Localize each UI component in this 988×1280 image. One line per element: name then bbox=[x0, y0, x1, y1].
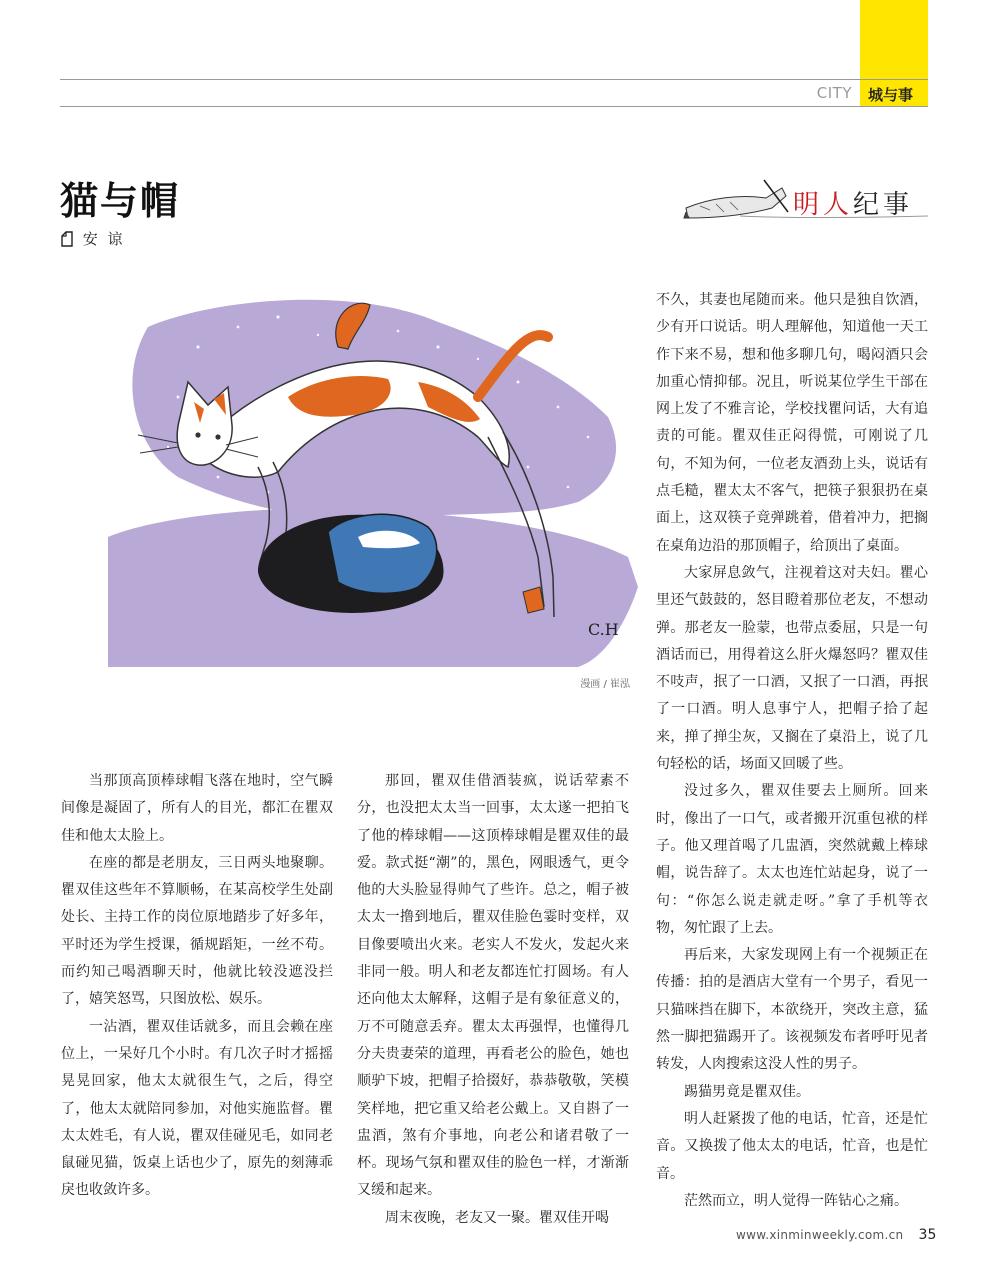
byline bbox=[60, 228, 122, 249]
paragraph: 周末夜晚，老友又一聚。瞿双佳开喝 bbox=[385, 1209, 609, 1226]
cat-and-cap-illustration bbox=[108, 287, 638, 667]
illustration-signature: C.H bbox=[588, 620, 619, 639]
page-number: 35 bbox=[918, 1227, 937, 1243]
article-column-1 bbox=[61, 768, 333, 1205]
author-name: 安 谅 bbox=[82, 230, 123, 248]
header-rule-bottom bbox=[60, 106, 928, 107]
footer-url[interactable]: www.xinminweekly.com.cn bbox=[736, 1228, 904, 1242]
paragraph: 一沾酒，瞿双佳话就多，而且会赖在座位上，一呆好几个小时。有几次子时才摇摇晃晃回家，他太太就很生气，之后，得空了，他太太就陪同参加，对他实施监督。瞿太太姓毛，有人说，瞿双佳碰见毛，如同老鼠碰见猫，饭桌上话也少了，原先的刻薄乖戾也收敛许多。 bbox=[61, 1018, 333, 1199]
header-rule-top bbox=[60, 79, 928, 80]
paragraph: 在座的都是老朋友，三日两头地聚聊。瞿双佳这些年不算顺畅，在某高校学生处副处长、主持工作的岗位原地踏步了好多年，平时还为学生授课，循规蹈矩，一丝不苟。而约知己喝酒聊天时，他就比较没遮没拦了，嬉笑怒骂，只图放松、娱乐。 bbox=[61, 854, 333, 1008]
article-title: 猫与帽 bbox=[60, 179, 181, 223]
header-city-label: CITY bbox=[816, 84, 852, 102]
column-name-red: 明人 bbox=[793, 190, 854, 220]
page-footer bbox=[736, 1224, 936, 1243]
paragraph: 那回，瞿双佳借酒装疯，说话荤素不分，也没把太太当一回事，太太遂一把拍飞了他的棒球帽——这顶棒球帽是瞿双佳的最爱。款式挺“潮”的，黑色，网眼透气，更令他的大头脸显得帅气了些许。总之，帽子被太太一撸到地后，瞿双佳脸色霎时变样，双目像要喷出火来。老实人不发火，发起火来非同一般。明人和老友都连忙打圆场。有人还向他太太解释，这帽子是有象征意义的，万不可随意丢弃。瞿太太再强悍，也懂得几分夫贵妻荣的道理，再看老公的脸色，她也顺驴下坡，把帽子拾掇好，恭恭敬敬，笑模笑样地，把它重又给老公戴上。又自斟了一盅酒，煞有介事地，向老公和诸君敬了一杯。现场气氛和瞿双佳的脸色一样，才渐渐又缓和起来。 bbox=[357, 773, 629, 1199]
header-section-label: 城与事 bbox=[868, 86, 914, 104]
paragraph: 没过多久，瞿双佳要去上厕所。回来时，像出了一口气，或者搬开沉重包袱的样子。他又理首喝了几盅酒，突然就戴上棒球帽，说告辞了。太太也连忙站起身，说了一句：“你怎么说走就走呀。”拿了手机等衣物，匆忙跟了上去。 bbox=[656, 783, 928, 936]
column-name-black: 纪事 bbox=[853, 190, 914, 220]
article-column-3 bbox=[656, 287, 928, 1215]
paragraph-continued: 不久，其妻也尾随而来。他只是独自饮酒，少有开口说话。明人理解他，知道他一天工作下来不易，想和他多聊几句，喝闷酒只会加重心情抑郁。况且，听说某位学生干部在网上发了不雅言论，学校找瞿问话，大有追责的可能。瞿双佳正闷得慌，可刚说了几句，不知为何，一位老友酒劲上头，说话有点毛糙，瞿太太不客气，把筷子狠狠扔在桌面上，这双筷子竟弹跳着，借着冲力，把搁在桌角边沿的那顶帽子，给顶出了桌面。 bbox=[656, 292, 928, 554]
paragraph: 当那顶高顶棒球帽飞落在地时，空气瞬间像是凝固了，所有人的目光，都汇在瞿双佳和他太太脸上。 bbox=[61, 773, 333, 844]
column-name-text bbox=[793, 190, 913, 220]
article-column-2 bbox=[357, 768, 629, 1232]
paragraph: 再后来，大家发现网上有一个视频正在传播：拍的是酒店大堂有一个男子，看见一只猫咪挡在脚下，本欲绕开，突改主意，猛然一脚把猫踢开了。该视频发布者呼吁见者转发，人肉搜索这没人性的男子。 bbox=[656, 947, 928, 1073]
paragraph: 明人赶紧拨了他的电话，忙音，还是忙音。又换拨了他太太的电话，忙音，也是忙音。 bbox=[656, 1110, 928, 1182]
paragraph: 茫然而立，明人觉得一阵钻心之痛。 bbox=[684, 1192, 908, 1209]
paragraph: 踢猫男竟是瞿双佳。 bbox=[684, 1083, 810, 1100]
pen-paper-icon bbox=[60, 231, 74, 247]
illustration-caption: 漫画 / 崔泓 bbox=[580, 679, 630, 690]
paragraph: 大家屏息敛气，注视着这对夫妇。瞿心里还气鼓鼓的，怒目瞪着那位老友，不想动弹。那老友一脸蒙，也带点委屈，只是一句酒话而已，用得着这么肝火爆怒吗？瞿双佳不吱声，抿了一口酒，又抿了一口酒，再抿了一口酒。明人息事宁人，把帽子拾了起来，掸了掸尘灰，又搁在了桌沿上，说了几句轻松的话，场面又回暖了些。 bbox=[656, 564, 928, 773]
column-name bbox=[793, 184, 913, 221]
